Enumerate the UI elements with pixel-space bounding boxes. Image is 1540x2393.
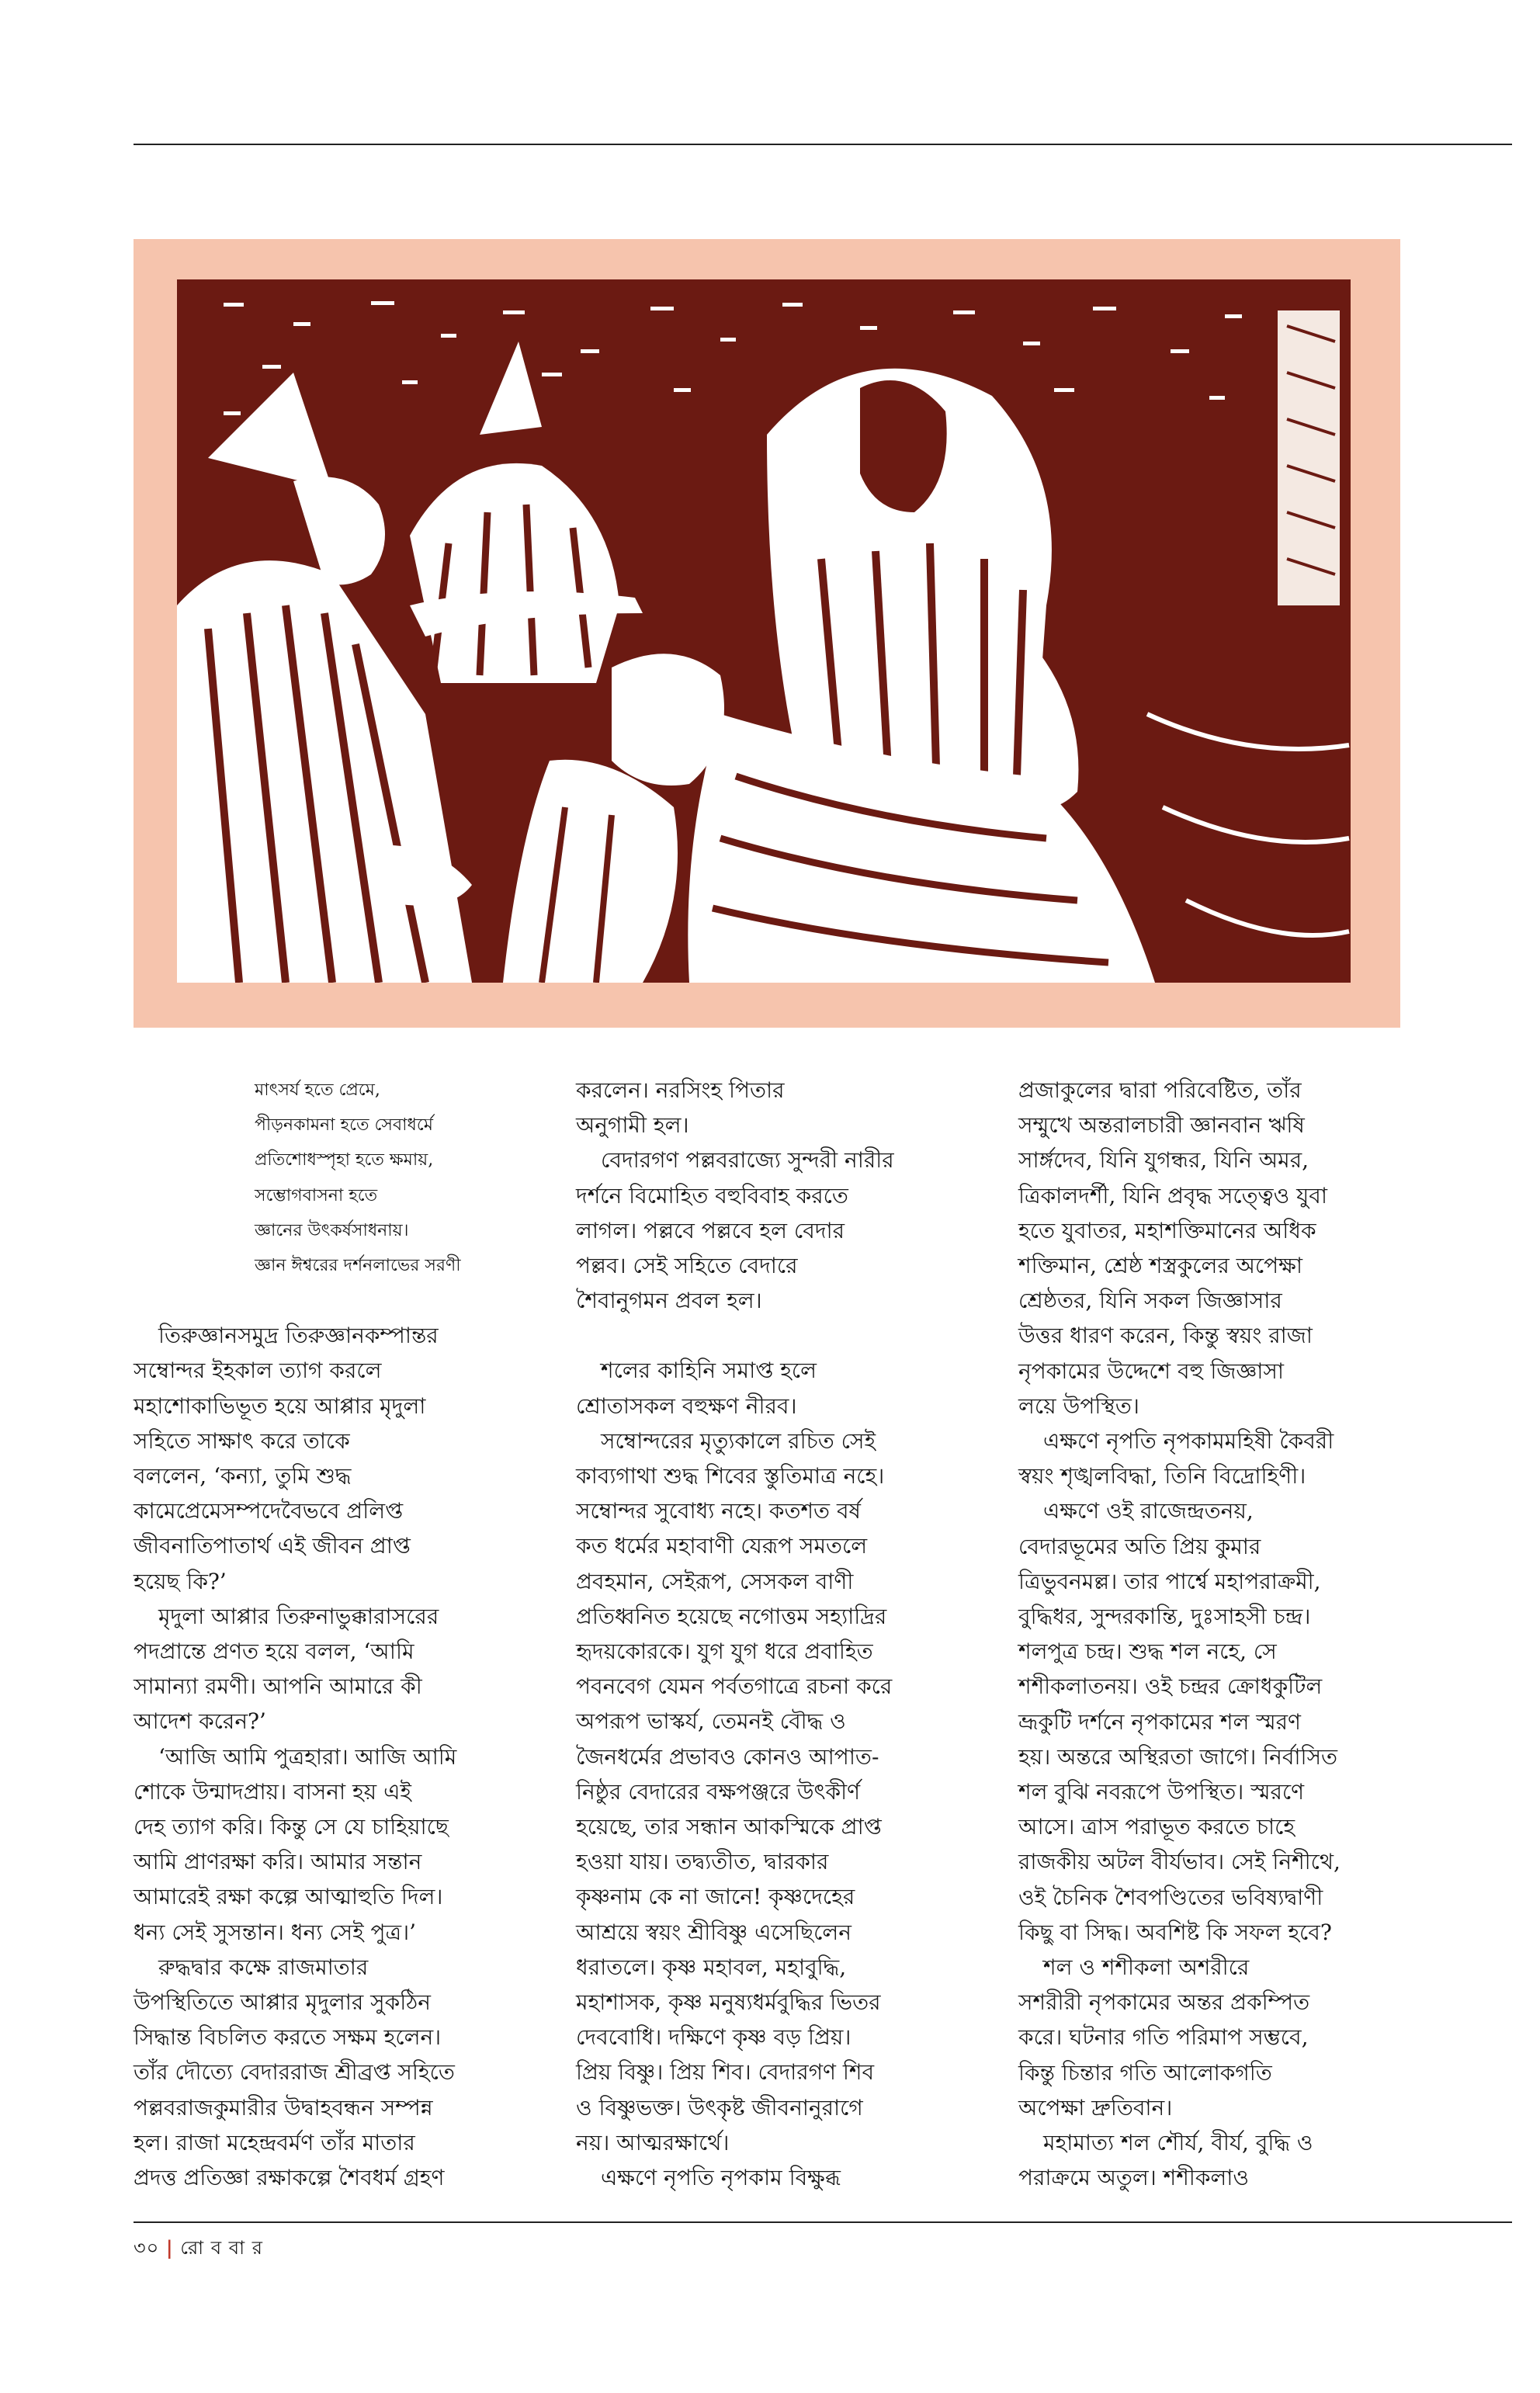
paragraph: এক্ষণে নৃপতি নৃপকামমহিষী কৈবরী স্বয়ং শৃঙ্খলবিদ্ধা, তিনি বিদ্রোহিণী।	[1018, 1428, 1334, 1490]
magazine-name: রো ব বা র	[180, 2237, 263, 2259]
paragraph: সম্বোন্দরের মৃত্যুকালে রচিত সেই কাব্যগাথা শুদ্ধ শিবের স্তুতিমাত্র নহে। সম্বোন্দর সুবোধ্য নহে। কতশত বর্ষ কত ধর্মের মহাবাণী যেরূপ সমতলে প্রবহমান, সেইরূপ, সেসকল বাণী প্রতিধ্বনিত হয়েছে নগোত্তম সহ্যাদ্রির হৃদয়কোরকে। যুগ যুগ ধরে প্রবাহিত পবনবেগ যেমন পর্বতগাত্রে রচনা করে অপরূপ ভাস্কর্য, তেমনই বৌদ্ধ ও জৈনধর্মের প্রভাবও কোনও আপাত- নিষ্ঠুর বেদারের বক্ষপঞ্জরে উৎকীর্ণ হয়েছে, তার সন্ধান আকস্মিকে প্রাপ্ত হওয়া যায়। তদ্ব্যতীত, দ্বারকার কৃষ্ণনাম কে না জানে! কৃষ্ণদেহের আশ্রয়ে স্বয়ং শ্রীবিষ্ণু এসেছিলেন ধরাতলে। কৃষ্ণ মহাবল, মহাবুদ্ধি, মহাশাসক, কৃষ্ণ মনুষ্যধর্মবুদ্ধির ভিতর দেববোধি। দক্ষিণে কৃষ্ণ বড় প্রিয়। প্রিয় বিষ্ণু। প্রিয় শিব। বেদারগণ শিব ও বিষ্ণুভক্ত। উৎকৃষ্ট জীবনানুরাগে নয়। আত্মরক্ষার্থে।	[576, 1427, 893, 2155]
paragraph: মৃদুলা আপ্পার তিরুনাভুক্কারাসরের পদপ্রান্তে প্রণত হয়ে বলল, ‘আমি সামান্যা রমণী। আপনি আমারে কী আদেশ করেন?’	[134, 1603, 439, 1735]
text-column-3	[1018, 1073, 1406, 2196]
text-column-2	[576, 1073, 941, 2195]
paragraph: ‘আজি আমি পুত্রহারা। আজি আমি শোকে উন্মাদপ্রায়। বাসনা হয় এই দেহ ত্যাগ করি। কিন্তু সে যে চাহিয়াছে আমি প্রাণরক্ষা করি। আমার সন্তান আমারেই রক্ষা কল্পে আত্মাহুতি দিল। ধন্য সেই সুসন্তান। ধন্য সেই পুত্র।’	[134, 1743, 457, 1945]
poem-stanza: মাৎসর্য হতে প্রেমে, পীড়নকামনা হতে সেবাধর্মে প্রতিশোধস্পৃহা হতে ক্ষমায়, সম্ভোগবাসনা হতে জ্ঞানের উৎকর্ষসাধনায়। জ্ঞান ঈশ্বরের দর্শনলাভের সরণী	[255, 1080, 461, 1276]
footer-separator: |	[165, 2236, 174, 2259]
paragraph: করলেন। নরসিংহ পিতার অনুগামী হল।	[576, 1077, 785, 1139]
illustration-frame	[134, 239, 1400, 1028]
top-rule	[134, 144, 1512, 145]
paragraph: শল ও শশীকলা অশরীরে সশরীরী নৃপকামের অন্তর প্রকম্পিত করে। ঘটনার গতি পরিমাপ সম্ভবে, কিন্তু চিন্তার গতি আলোকগতি অপেক্ষা দ্রুতিবান।	[1018, 1954, 1310, 2121]
paragraph: শলের কাহিনি সমাপ্ত হলে শ্রোতাসকল বহুক্ষণ নীরব।	[576, 1358, 817, 1419]
paragraph: মহামাত্য শল শৌর্য, বীর্য, বুদ্ধি ও পরাক্রমে অতুল। শশীকলাও	[1018, 2130, 1313, 2191]
paragraph: এক্ষণে ওই রাজেন্দ্রতনয়, বেদারভূমের অতি প্রিয় কুমার ত্রিভুবনমল্ল। তার পার্শ্বে মহাপরাক্রমী, বুদ্ধিধর, সুন্দরকান্তি, দুঃসাহসী চন্দ্র। শলপুত্র চন্দ্র। শুদ্ধ শল নহে, সে শশীকলাতনয়। ওই চন্দ্রর ক্রোধকুটিল ভ্রূকুটি দর্শনে নৃপকামের শল স্মরণ হয়। অন্তরে অস্থিরতা জাগে। নির্বাসিত শল বুঝি নবরূপে উপস্থিত। স্মরণে আসে। ত্রাস পরাভূত করতে চাহে রাজকীয় অটল বীর্যভাব। সেই নিশীথে, ওই চৈনিক শৈবপণ্ডিতের ভবিষ্যদ্বাণী কিছু বা সিদ্ধ। অবশিষ্ট কি সফল হবে?	[1018, 1498, 1341, 1945]
paragraph: তিরুজ্ঞানসমুদ্র তিরুজ্ঞানকম্পান্তর সম্বোন্দর ইহকাল ত্যাগ করলে মহাশোকাভিভূত হয়ে আপ্পার মৃদুলা সহিতে সাক্ষাৎ করে তাকে বললেন, ‘কন্যা, তুমি শুদ্ধ কামেপ্রেমেসম্পদেবৈভবে প্রলিপ্ত জীবনাতিপাতার্থ এই জীবন প্রাপ্ত হয়েছ কি?’	[134, 1323, 439, 1594]
bottom-rule	[134, 2221, 1512, 2223]
paragraph: রুদ্ধদ্বার কক্ষে রাজমাতার উপস্থিতিতে আপ্পার মৃদুলার সুকঠিন সিদ্ধান্ত বিচলিত করতে সক্ষম হলেন। তাঁর দৌত্যে বেদাররাজ শ্রীব্রপ্ত সহিতে পল্লবরাজকুমারীর উদ্বাহবন্ধন সম্পন্ন হল। রাজা মহেন্দ্রবর্মণ তাঁর মাতার প্রদত্ত প্রতিজ্ঞা রক্ষাকল্পে শৈবধর্ম গ্রহণ	[134, 1954, 455, 2191]
woodcut-illustration	[177, 279, 1351, 983]
paragraph: প্রজাকুলের দ্বারা পরিবেষ্টিত, তাঁর সম্মুখে অন্তরালচারী জ্ঞানবান ঋষি সার্ঙ্গদেব, যিনি যুগন্ধর, যিনি অমর, ত্রিকালদর্শী, যিনি প্রবৃদ্ধ সত্ত্বেও যুবা হতে যুবাতর, মহাশক্তিমানের অধিক শক্তিমান, শ্রেষ্ঠ শস্ত্রকুলের অপেক্ষা শ্রেষ্ঠতর, যিনি সকল জিজ্ঞাসার উত্তর ধারণ করেন, কিন্তু স্বয়ং রাজা নৃপকামের উদ্দেশে বহু জিজ্ঞাসা লয়ে উপস্থিত।	[1018, 1077, 1327, 1419]
paragraph: এক্ষণে নৃপতি নৃপকাম বিক্ষুব্ধ	[601, 2165, 841, 2191]
text-column-1	[134, 1073, 514, 2195]
page-footer	[134, 2234, 263, 2265]
paragraph: বেদারগণ পল্লবরাজ্যে সুন্দরী নারীর দর্শনে বিমোহিত বহুবিবাহ করতে লাগল। পল্লবে পল্লবে হল বেদার পল্লব। সেই সহিতে বেদারে শৈবানুগমন প্রবল হল।	[576, 1147, 894, 1314]
page-number: ৩০	[134, 2237, 160, 2259]
